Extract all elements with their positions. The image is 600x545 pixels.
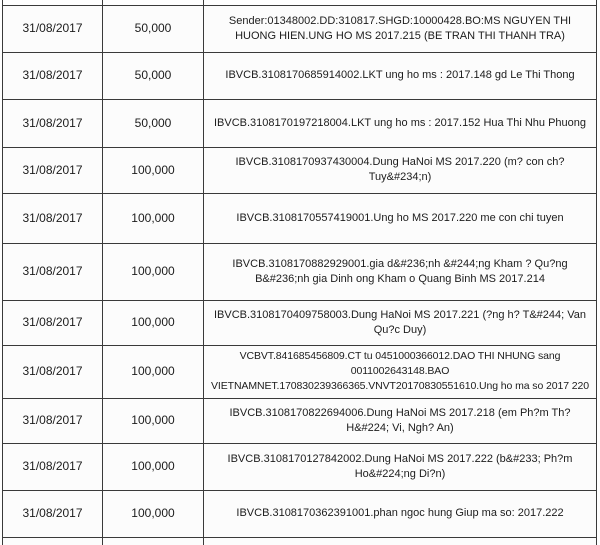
table-row [3,398,597,443]
table-row-partial-bottom [3,537,597,545]
date-cell: 31/08/2017 [3,243,103,300]
table-row [3,193,597,243]
table-row [3,52,597,99]
table-row [3,300,597,345]
transactions-table [2,0,597,545]
amount-cell: 50,000 [103,52,204,99]
date-cell: 31/08/2017 [3,300,103,345]
description-cell: Sender:01348002.DD:310817.SHGD:10000428.BO:MS NGUYEN THI HUONG HIEN.UNG HO MS 2017.215 (BE TRAN THI THANH TRA) [204,5,597,52]
date-cell: 31/08/2017 [3,193,103,243]
table-row [3,345,597,398]
date-cell: 31/08/2017 [3,490,103,537]
table-row [3,490,597,537]
description-cell [204,537,597,545]
date-cell: 31/08/2017 [3,398,103,443]
table-row [3,5,597,52]
description-cell: IBVCB.3108170362391001.phan ngoc hung Giup ma so: 2017.222 [204,490,597,537]
amount-cell: 100,000 [103,147,204,193]
amount-cell: 100,000 [103,345,204,398]
description-cell: IBVCB.3108170197218004.LKT ung ho ms : 2017.152 Hua Thi Nhu Phuong [204,99,597,147]
table-row [3,147,597,193]
date-cell: 31/08/2017 [3,52,103,99]
description-cell: VCBVT.841685456809.CT tu 0451000366012.DAO THI NHUNG sang 0011002643148.BAO VIETNAMNET.170830239366365.VNVT20170830551610.Ung ho ma so 2017 220 [204,345,597,398]
date-cell: 31/08/2017 [3,5,103,52]
amount-cell: 100,000 [103,193,204,243]
description-cell: IBVCB.3108170127842002.Dung HaNoi MS 2017.222 (b&#233; Ph?m Ho&#224;ng Di?n) [204,443,597,490]
amount-cell: 100,000 [103,300,204,345]
description-cell: IBVCB.3108170557419001.Ung ho MS 2017.220 me con chi tuyen [204,193,597,243]
description-cell: IBVCB.3108170409758003.Dung HaNoi MS 2017.221 (?ng h? T&#244; Van Qu?c Duy) [204,300,597,345]
amount-cell [103,537,204,545]
amount-cell: 100,000 [103,443,204,490]
amount-cell: 100,000 [103,398,204,443]
date-cell: 31/08/2017 [3,443,103,490]
table-row [3,443,597,490]
amount-cell: 100,000 [103,490,204,537]
date-cell: 31/08/2017 [3,345,103,398]
date-cell: 31/08/2017 [3,147,103,193]
description-cell: IBVCB.3108170822694006.Dung HaNoi MS 2017.218 (em Ph?m Th? H&#224; Vi, Ngh? An) [204,398,597,443]
table-row [3,99,597,147]
date-cell [3,537,103,545]
description-cell: IBVCB.3108170937430004.Dung HaNoi MS 2017.220 (m? con ch? Tuy&#234;n) [204,147,597,193]
amount-cell: 50,000 [103,99,204,147]
date-cell: 31/08/2017 [3,99,103,147]
description-cell: IBVCB.3108170882929001.gia d&#236;nh &#244;ng Kham ? Qu?ng B&#236;nh gia Dinh ong Kham o Quang Binh MS 2017.214 [204,243,597,300]
table-row [3,243,597,300]
description-cell: IBVCB.3108170685914002.LKT ung ho ms : 2017.148 gd Le Thi Thong [204,52,597,99]
amount-cell: 50,000 [103,5,204,52]
amount-cell: 100,000 [103,243,204,300]
